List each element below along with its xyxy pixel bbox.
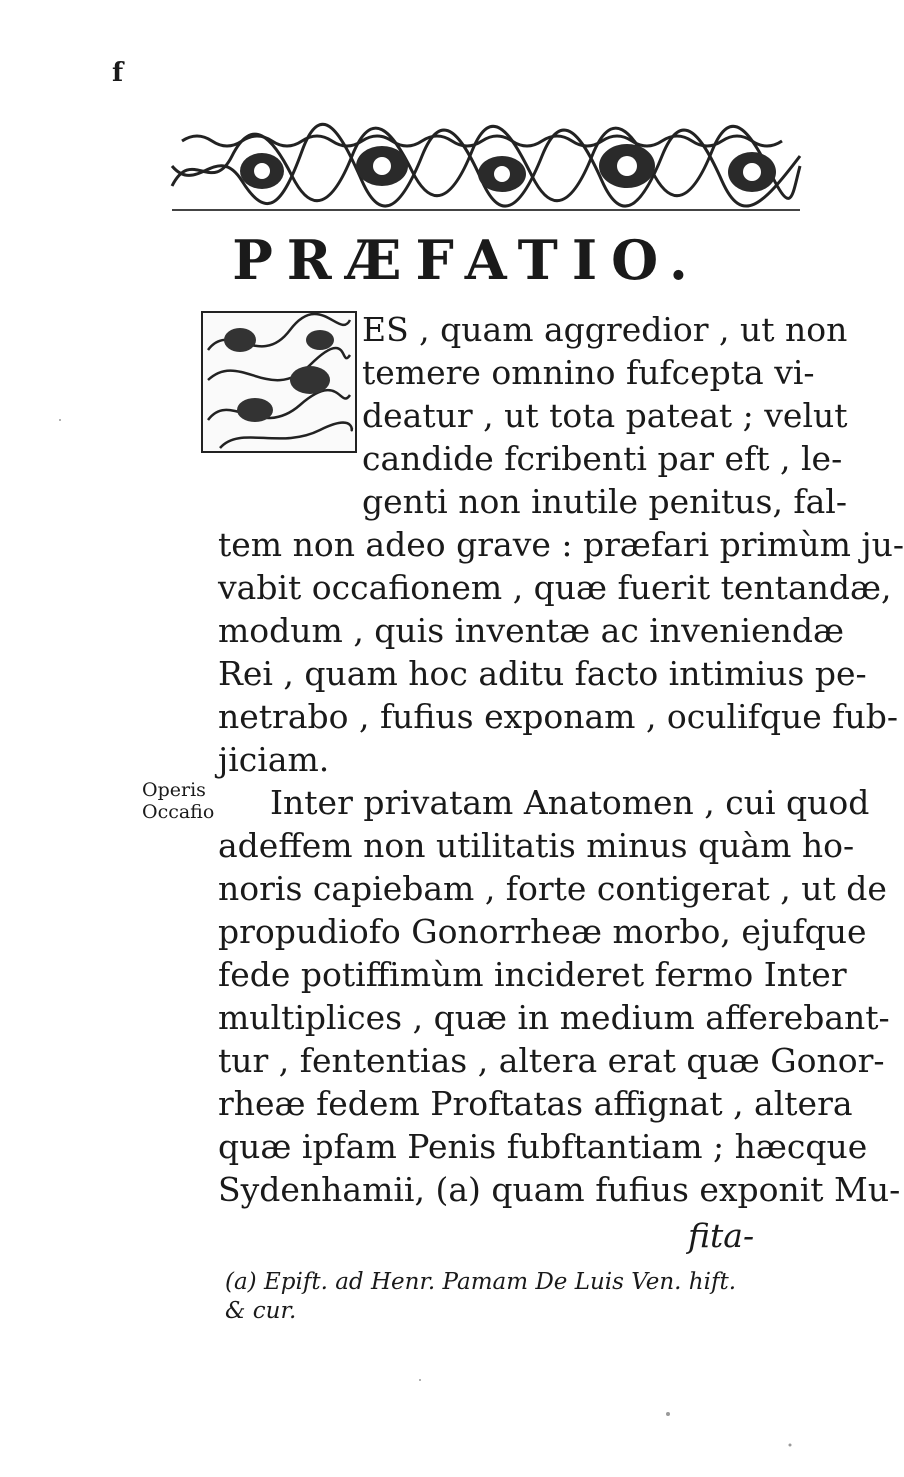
text-line: propudiofo Gonorrheæ morbo, ejufque (218, 912, 867, 951)
text-line: noris capiebam , forte contigerat , ut de (218, 869, 887, 908)
signature-mark: f (112, 58, 124, 88)
text-line: adeffem non utilitatis minus quàm ho- (218, 826, 855, 865)
text-line: Rei , quam hoc aditu facto intimius pe- (218, 654, 867, 693)
text-line: modum , quis inventæ ac inveniendæ (218, 611, 845, 650)
text-line: fede potiffimùm incideret fermo Inter (218, 955, 847, 994)
text-line: ES , quam aggredior , ut non (362, 310, 848, 349)
footnote-line: & cur. (225, 1298, 297, 1324)
text-line: vabit occafionem , quæ fuerit tentandæ, (218, 568, 892, 607)
text-line: Sydenhamii, (a) quam fufius exponit Mu- (218, 1170, 901, 1209)
text-line: quæ ipfam Penis fubftantiam ; hæcque (218, 1127, 868, 1166)
text-line: Inter privatam Anatomen , cui quod (270, 783, 870, 822)
text-line: tem non adeo grave : præfari primùm ju- (218, 525, 904, 564)
margin-note: Occafio (142, 801, 215, 823)
text-line: genti non inutile penitus, fal- (362, 482, 848, 521)
text-line: temere omnino fufcepta vi- (362, 353, 815, 392)
text-line: netrabo , fufius exponam , oculifque fub- (218, 697, 898, 736)
text-line: multiplices , quæ in medium afferebant- (218, 998, 890, 1037)
page-title: PRÆFATIO. (232, 228, 702, 292)
text-line: candide fcribenti par eft , le- (362, 439, 843, 478)
text-line: rheæ fedem Proftatas affignat , altera (218, 1084, 853, 1123)
text-line: jiciam. (218, 740, 330, 779)
catchword: fita- (688, 1216, 755, 1255)
footnote-line: (a) Epift. ad Henr. Pamam De Luis Ven. hift. (225, 1269, 737, 1295)
text-line: deatur , ut tota pateat ; velut (362, 396, 848, 435)
margin-note: Operis (142, 779, 206, 801)
text-line: tur , fententias , altera erat quæ Gonor- (218, 1041, 885, 1080)
